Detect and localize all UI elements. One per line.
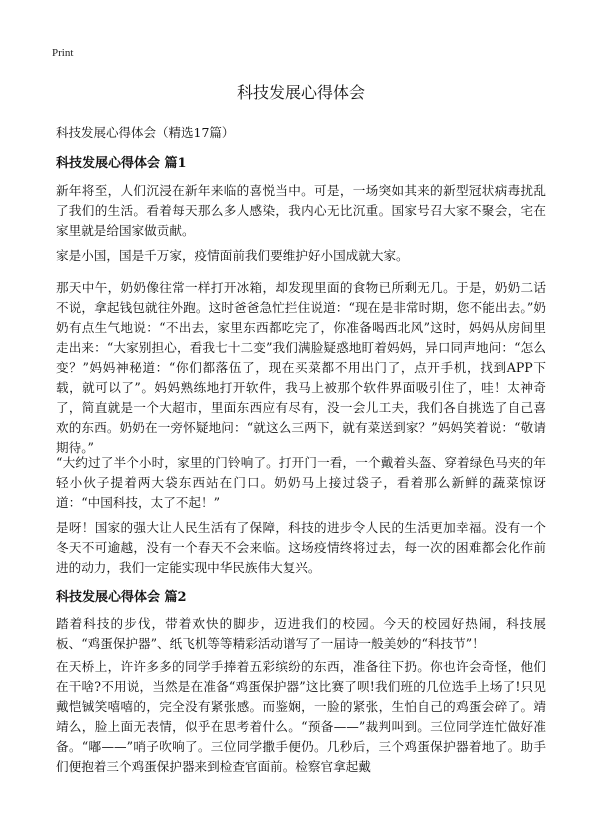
print-link[interactable]: Print	[52, 47, 74, 59]
paragraph: 踏着科技的步伐，带着欢快的脚步，迈进我们的校园。今天的校园好热闹，科技展板、“鸡蛋保护器”、纸飞机等等精彩活动谱写了一届诗一般美妙的“科技节”！	[56, 616, 546, 651]
paragraph: 在天桥上，许许多多的同学手捧着五彩缤纷的东西，准备往下扔。你也许会奇怪，他们在干啥?不用说，当然是在准备“鸡蛋保护器”这比赛了呗!我们班的几位选手上场了!只见戴恺铖笑嘻嘻的，完全没有紧张感。而鉴娴，一脸的紧张，生怕自己的鸡蛋会碎了。靖靖么，脸上面无表情，似乎在思考着什么。“预备——”裁判叫到。三位同学连忙做好准备。“嘟——”哨子吹响了。三位同学撒手便仍。几秒后，三个鸡蛋保护器着地了。助手们便抱着三个鸡蛋保护器来到检查官面前。检察官拿起戴	[56, 659, 546, 774]
paragraph: 是呀！国家的强大让人民生活有了保障，科技的进步令人民的生活更加幸福。没有一个冬天不可逾越，没有一个春天不会来临。这场疫情终将过去，每一次的困难都会化作前进的动力，我们一定能实现中华民族伟大复兴。	[56, 520, 546, 575]
paragraph: 新年将至，人们沉浸在新年来临的喜悦当中。可是，一场突如其来的新型冠状病毒扰乱了我们的生活。看着每天那么多人感染，我内心无比沉重。国家号召大家不聚会，宅在家里就是给国家做贡献。	[56, 183, 546, 238]
section-heading: 科技发展心得体会 篇2	[56, 590, 187, 605]
page-title: 科技发展心得体会	[236, 83, 365, 102]
paragraph: 那天中午，奶奶像往常一样打开冰箱，却发现里面的食物已所剩无几。于是，奶奶二话不说，拿起钱包就往外跑。这时爸爸急忙拦住说道：“现在是非常时期，您不能出去。”奶奶有点生气地说：“不出去，家里东西都吃完了，你准备喝西北风”这时，妈妈从房间里走出来：“大家别担心，看我七十二变”我们满脸疑惑地盯着妈妈，异口同声地问：“怎么变？”妈妈神秘道：“你们都落伍了，现在买菜都不用出门了，点开手机，找到APP下载，就可以了”。妈妈熟练地打开软件，我马上被那个软件界面吸引住了，哇！太神奇了，简直就是一个大超市，里面东西应有尽有，没一会儿工夫，我们各自挑选了自己喜欢的东西。奶奶在一旁怀疑地问：“就这么三两下，就有菜送到家？”妈妈笑着说：“敬请期待。”	[56, 280, 546, 455]
paragraph: 家是小国，国是千万家，疫情面前我们要维护好小国成就大家。	[56, 248, 409, 263]
section-heading: 科技发展心得体会 篇1	[56, 156, 187, 171]
document-subtitle: 科技发展心得体会（精选17篇）	[56, 125, 235, 140]
paragraph: “大约过了半个小时，家里的门铃响了。打开门一看，一个戴着头盔、穿着绿色马夹的年轻小伙子提着两大袋东西站在门口。奶奶马上接过袋子，看着那么新鲜的蔬菜惊讶道：“中国科技，太了不起！”	[56, 455, 546, 510]
